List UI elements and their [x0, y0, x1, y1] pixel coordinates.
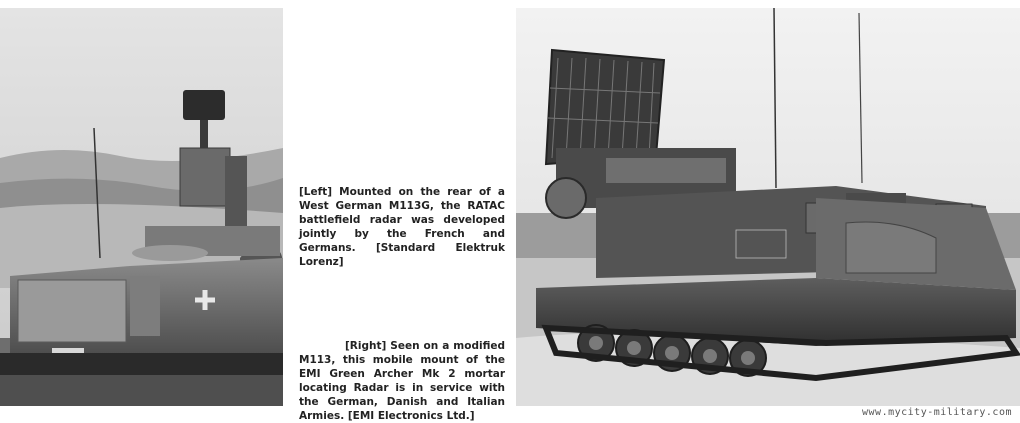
m113-green-archer-illustration: [516, 8, 1020, 406]
watermark: www.mycity-military.com: [862, 407, 1012, 418]
photo-m113-green-archer: [516, 8, 1020, 406]
m113g-ratac-illustration: [0, 8, 283, 406]
caption-left: [Left] Mounted on the rear of a West German M113G, the RATAC battlefield radar was developed jointly by the French and Germans. [Standard Elektruk Lorenz]: [299, 186, 505, 268]
radar-dish: [546, 50, 664, 164]
caption-right: [Right] Seen on a modified M113, this mobile mount of the EMI Green Archer Mk 2 mortar locating Radar is in service with the German, Danish and Italian Armies. [EMI Electronics Ltd.]: [299, 340, 505, 422]
photo-m113g-ratac: [0, 8, 283, 406]
